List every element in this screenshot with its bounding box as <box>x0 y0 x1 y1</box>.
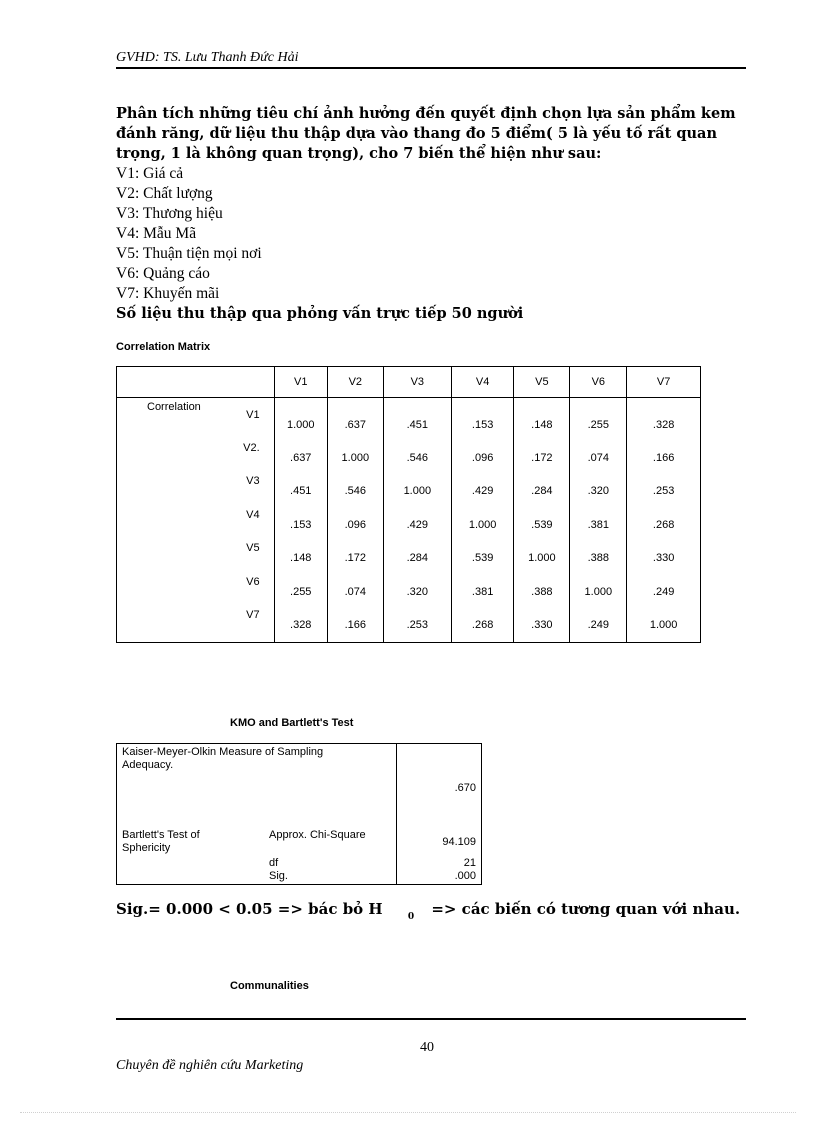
page-bottom-dotted-line <box>20 1112 796 1113</box>
table-cell: .074 <box>587 452 609 465</box>
kmo-title: KMO and Bartlett's Test <box>230 717 354 729</box>
table-cell: .284 <box>406 552 429 565</box>
table-cell: .249 <box>587 619 609 632</box>
table-cell: .096 <box>344 518 367 531</box>
table-cell: .546 <box>344 485 367 498</box>
table-cell: .255 <box>587 418 609 431</box>
table-cell: 1.000 <box>403 485 432 498</box>
correlation-table <box>116 366 701 643</box>
table-cell: .637 <box>344 418 367 431</box>
table-cell: 1.000 <box>341 452 370 465</box>
table-cell: .451 <box>406 418 429 431</box>
table-cell: .096 <box>471 452 494 465</box>
column-header: V2 <box>327 367 383 398</box>
column-header: V5 <box>514 367 570 398</box>
page-footer: Chuyên đề nghiên cứu Marketing <box>116 1058 304 1073</box>
conclusion-subscript: 0 <box>407 912 415 922</box>
sig-value: .000 <box>454 870 476 882</box>
table-cell: .074 <box>344 585 367 598</box>
page-number: 40 <box>420 1040 434 1055</box>
table-cell: .284 <box>531 485 553 498</box>
corner-cell <box>117 367 275 398</box>
page-header: GVHD: TS. Lưu Thanh Đức Hải <box>116 50 299 65</box>
table-cell: .451 <box>290 485 312 498</box>
table-cell: .153 <box>471 418 494 431</box>
kmo-divider <box>396 744 397 884</box>
sample-note: Số liệu thu thập qua phỏng vấn trực tiếp 50 người <box>116 305 524 322</box>
conclusion-suffix: => các biến có tương quan với nhau. <box>431 900 741 918</box>
table-cell: .637 <box>290 452 312 465</box>
table-cell: 1.000 <box>528 552 556 565</box>
table-cell: .328 <box>652 418 675 431</box>
variable-item: V4: Mẫu Mã <box>116 225 197 242</box>
sig-label: Sig. <box>269 870 288 882</box>
correlation-header-row <box>117 367 701 398</box>
row-label: V4 <box>246 508 260 521</box>
variable-item: V3: Thương hiệu <box>116 205 223 222</box>
correlation-body-row <box>117 398 701 643</box>
bartlett-label: Bartlett's Test of Sphericity <box>122 829 200 854</box>
spacer <box>328 398 383 408</box>
column-header: V6 <box>570 367 627 398</box>
row-label: V2. <box>243 442 260 455</box>
table-cell: .153 <box>290 518 312 531</box>
table-cell: .148 <box>531 418 553 431</box>
column-values <box>514 398 570 643</box>
column-header: V1 <box>274 367 327 398</box>
column-values <box>451 398 514 643</box>
column-values <box>383 398 451 643</box>
variable-item: V7: Khuyến mãi <box>116 285 220 302</box>
spacer <box>627 398 700 408</box>
row-label: V5 <box>246 542 260 555</box>
table-cell: .429 <box>406 518 429 531</box>
table-cell: .172 <box>531 452 553 465</box>
row-label: V1 <box>246 408 260 421</box>
column-values <box>327 398 383 643</box>
row-label: V6 <box>246 575 260 588</box>
table-cell: .330 <box>652 552 675 565</box>
table-cell: .255 <box>290 585 312 598</box>
table-cell: 1.000 <box>584 585 613 598</box>
table-cell: .172 <box>344 552 367 565</box>
column-values <box>274 398 327 643</box>
table-cell: .268 <box>652 518 675 531</box>
table-cell: .253 <box>406 619 429 632</box>
variable-item: V1: Giá cả <box>116 165 184 182</box>
row-label: V7 <box>246 609 260 622</box>
column-values <box>627 398 701 643</box>
table-cell: .546 <box>406 452 429 465</box>
kmo-label: Kaiser-Meyer-Olkin Measure of Sampling Adequacy. <box>122 746 324 771</box>
table-cell: .388 <box>587 552 609 565</box>
table-cell: 1.000 <box>468 518 497 531</box>
spacer <box>452 398 514 408</box>
df-value: 21 <box>463 857 476 869</box>
table-cell: 1.000 <box>649 619 678 632</box>
row-label-cell <box>117 398 275 643</box>
df-label: df <box>269 857 279 869</box>
communalities-title: Communalities <box>230 980 309 992</box>
variable-item: V2: Chất lượng <box>116 185 213 202</box>
table-cell: .330 <box>531 619 553 632</box>
table-cell: .320 <box>406 585 429 598</box>
table-cell: .166 <box>652 452 675 465</box>
table-cell: .388 <box>531 585 553 598</box>
table-cell: .268 <box>471 619 494 632</box>
header-rule <box>116 67 746 69</box>
kmo-table <box>116 743 482 885</box>
intro-block <box>116 104 756 324</box>
table-cell: 1.000 <box>286 418 315 431</box>
conclusion-prefix: Sig.= 0.000 < 0.05 => bác bỏ H <box>116 900 383 918</box>
table-cell: .148 <box>290 552 312 565</box>
variable-item: V5: Thuận tiện mọi nơi <box>116 245 262 262</box>
row-labels <box>117 398 274 640</box>
spacer <box>384 398 451 408</box>
row-label: V3 <box>246 475 260 488</box>
table-cell: .539 <box>531 518 553 531</box>
kmo-value: .670 <box>454 782 476 794</box>
footer-rule <box>116 1018 746 1020</box>
intro-paragraph: Phân tích những tiêu chí ảnh hưởng đến quyết định chọn lựa sản phẩm kem đánh răng, dữ liệu thu thập dựa vào thang đo 5 điểm( 5 là yếu tố rất quan trọng, 1 là không quan trọng), cho 7 biến thể hiện như sau: <box>116 105 736 162</box>
chi-square-value: 94.109 <box>442 836 476 848</box>
table-cell: .328 <box>290 619 312 632</box>
row-group-label: Correlation <box>147 401 201 413</box>
variable-item: V6: Quảng cáo <box>116 265 210 282</box>
variable-list <box>116 164 756 304</box>
spacer <box>275 398 327 408</box>
table-cell: .166 <box>344 619 367 632</box>
column-header: V3 <box>383 367 451 398</box>
conclusion-line <box>116 900 741 922</box>
spacer <box>570 398 626 408</box>
table-cell: .381 <box>587 518 609 531</box>
spacer <box>514 398 569 408</box>
column-values <box>570 398 627 643</box>
chi-square-label: Approx. Chi-Square <box>269 829 366 841</box>
table-cell: .539 <box>471 552 494 565</box>
table-cell: .253 <box>652 485 675 498</box>
table-cell: .249 <box>652 585 675 598</box>
column-header: V4 <box>451 367 514 398</box>
table-cell: .381 <box>471 585 494 598</box>
column-header: V7 <box>627 367 701 398</box>
table-cell: .320 <box>587 485 609 498</box>
correlation-title: Correlation Matrix <box>116 341 211 353</box>
table-cell: .429 <box>471 485 494 498</box>
